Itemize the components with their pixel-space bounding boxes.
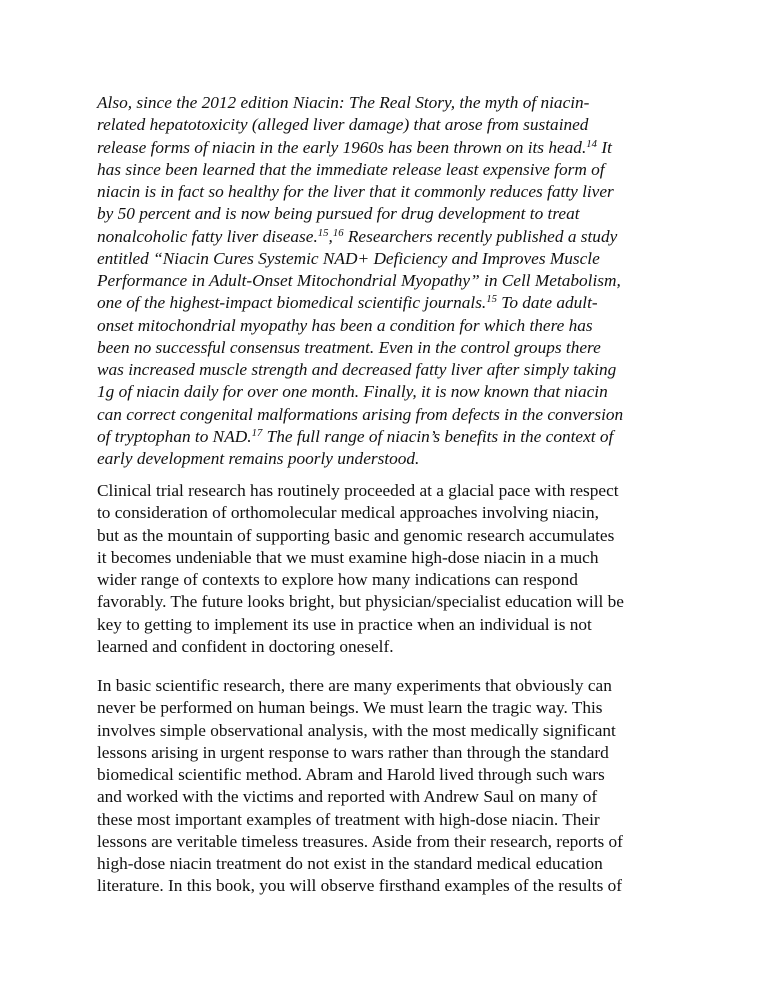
text-segment: lessons arising in urgent response to wars rather than through the standard <box>97 742 609 762</box>
text-segment: Performance in Adult-Onset Mitochondrial Myopathy” in Cell Metabolism, <box>97 271 621 290</box>
text-line <box>97 742 687 764</box>
text-segment: The full range of niacin’s benefits in the context of <box>262 426 614 446</box>
text-line <box>97 137 687 159</box>
text-segment: can correct congenital malformations arising from defects in the conversion <box>97 404 624 424</box>
text-line <box>97 404 687 426</box>
text-segment: was increased muscle strength and decreased fatty liver after simply taking <box>97 360 617 379</box>
text-line <box>97 764 687 786</box>
text-segment: Also, since the 2012 edition Niacin: The Real Story, the myth of niacin- <box>97 93 590 112</box>
text-line <box>97 181 687 203</box>
text-segment: related hepatotoxicity (alleged liver damage) that arose from sustained <box>97 115 589 135</box>
paragraph-1 <box>97 92 687 470</box>
text-segment: learned and confident in doctoring oneself. <box>97 636 394 656</box>
text-line <box>97 248 687 270</box>
text-segment: never be performed on human beings. We must learn the tragic way. This <box>97 698 603 718</box>
text-line <box>97 591 687 613</box>
text-segment: wider range of contexts to explore how many indications can respond <box>97 570 578 589</box>
text-line <box>97 636 687 658</box>
text-segment: key to getting to implement its use in practice when an individual is not <box>97 614 592 634</box>
text-line <box>97 480 687 502</box>
text-segment: and worked with the victims and reported with Andrew Saul on many of <box>97 787 598 807</box>
text-line <box>97 831 687 853</box>
text-segment: been no successful consensus treatment. Even in the control groups there <box>97 337 601 357</box>
text-segment: onset mitochondrial myopathy has been a condition for which there has <box>97 315 593 335</box>
text-line <box>97 614 687 636</box>
text-segment: Clinical trial research has routinely proceeded at a glacial pace with respect <box>97 481 619 500</box>
text-segment: by 50 percent and is now being pursued for drug development to treat <box>97 204 580 224</box>
text-line <box>97 875 687 897</box>
text-line <box>97 809 687 831</box>
text-segment: niacin is in fact so healthy for the liver that it commonly reduces fatty liver <box>97 182 614 201</box>
text-segment: one of the highest-impact biomedical scientific journals. <box>97 293 487 313</box>
text-segment: favorably. The future looks bright, but physician/specialist education will be <box>97 592 624 612</box>
text-segment: It <box>597 137 612 157</box>
text-segment: To date adult- <box>496 293 598 313</box>
text-line <box>97 359 687 381</box>
text-segment: of tryptophan to NAD. <box>97 426 252 446</box>
text-segment: involves simple observational analysis, with the most medically significant <box>97 720 616 740</box>
text-segment: nonalcoholic fatty liver disease. <box>97 226 318 246</box>
text-segment: literature. In this book, you will observe firsthand examples of the results of <box>97 876 623 896</box>
text-line <box>97 426 687 448</box>
text-line <box>97 159 687 181</box>
text-line <box>97 315 687 337</box>
text-line <box>97 448 687 470</box>
text-segment: In basic scientific research, there are many experiments that obviously can <box>97 676 612 695</box>
text-segment: early development remains poorly understood. <box>97 449 420 468</box>
text-segment: these most important examples of treatment with high-dose niacin. Their <box>97 809 600 829</box>
text-line <box>97 114 687 136</box>
footnote-marker: 15 <box>317 226 329 239</box>
text-segment: , <box>328 226 333 246</box>
text-line <box>97 675 687 697</box>
text-segment: biomedical scientific method. Abram and Harold lived through such wars <box>97 765 605 784</box>
footnote-marker: 15 <box>486 293 497 306</box>
text-line <box>97 853 687 875</box>
text-line <box>97 337 687 359</box>
footnote-marker: 16 <box>332 226 344 239</box>
paragraph-2 <box>97 480 687 658</box>
text-line <box>97 569 687 591</box>
text-segment: Researchers recently published a study <box>343 226 618 246</box>
text-segment: release forms of niacin in the early 1960s has been thrown on its head. <box>97 137 587 157</box>
text-segment: it becomes undeniable that we must examine high-dose niacin in a much <box>97 547 599 567</box>
text-line <box>97 697 687 719</box>
text-line <box>97 270 687 292</box>
footnote-marker: 14 <box>586 137 597 150</box>
text-segment: has since been learned that the immediate release least expensive form of <box>97 159 605 179</box>
text-line <box>97 720 687 742</box>
text-line <box>97 292 687 314</box>
text-segment: but as the mountain of supporting basic and genomic research accumulates <box>97 525 615 545</box>
text-line <box>97 502 687 524</box>
text-segment: 1g of niacin daily for over one month. Finally, it is now known that niacin <box>97 382 608 402</box>
text-line <box>97 92 687 114</box>
text-segment: lessons are veritable timeless treasures. Aside from their research, reports of <box>97 831 623 851</box>
text-line <box>97 525 687 547</box>
text-line <box>97 203 687 225</box>
text-line <box>97 226 687 248</box>
text-segment: to consideration of orthomolecular medical approaches involving niacin, <box>97 503 599 523</box>
paragraph-3 <box>97 675 687 898</box>
text-line <box>97 381 687 403</box>
text-segment: entitled “Niacin Cures Systemic NAD+ Deficiency and Improves Muscle <box>97 248 600 268</box>
text-line <box>97 547 687 569</box>
text-segment: high-dose niacin treatment do not exist in the standard medical education <box>97 854 603 873</box>
text-line <box>97 786 687 808</box>
footnote-marker: 17 <box>251 426 263 439</box>
